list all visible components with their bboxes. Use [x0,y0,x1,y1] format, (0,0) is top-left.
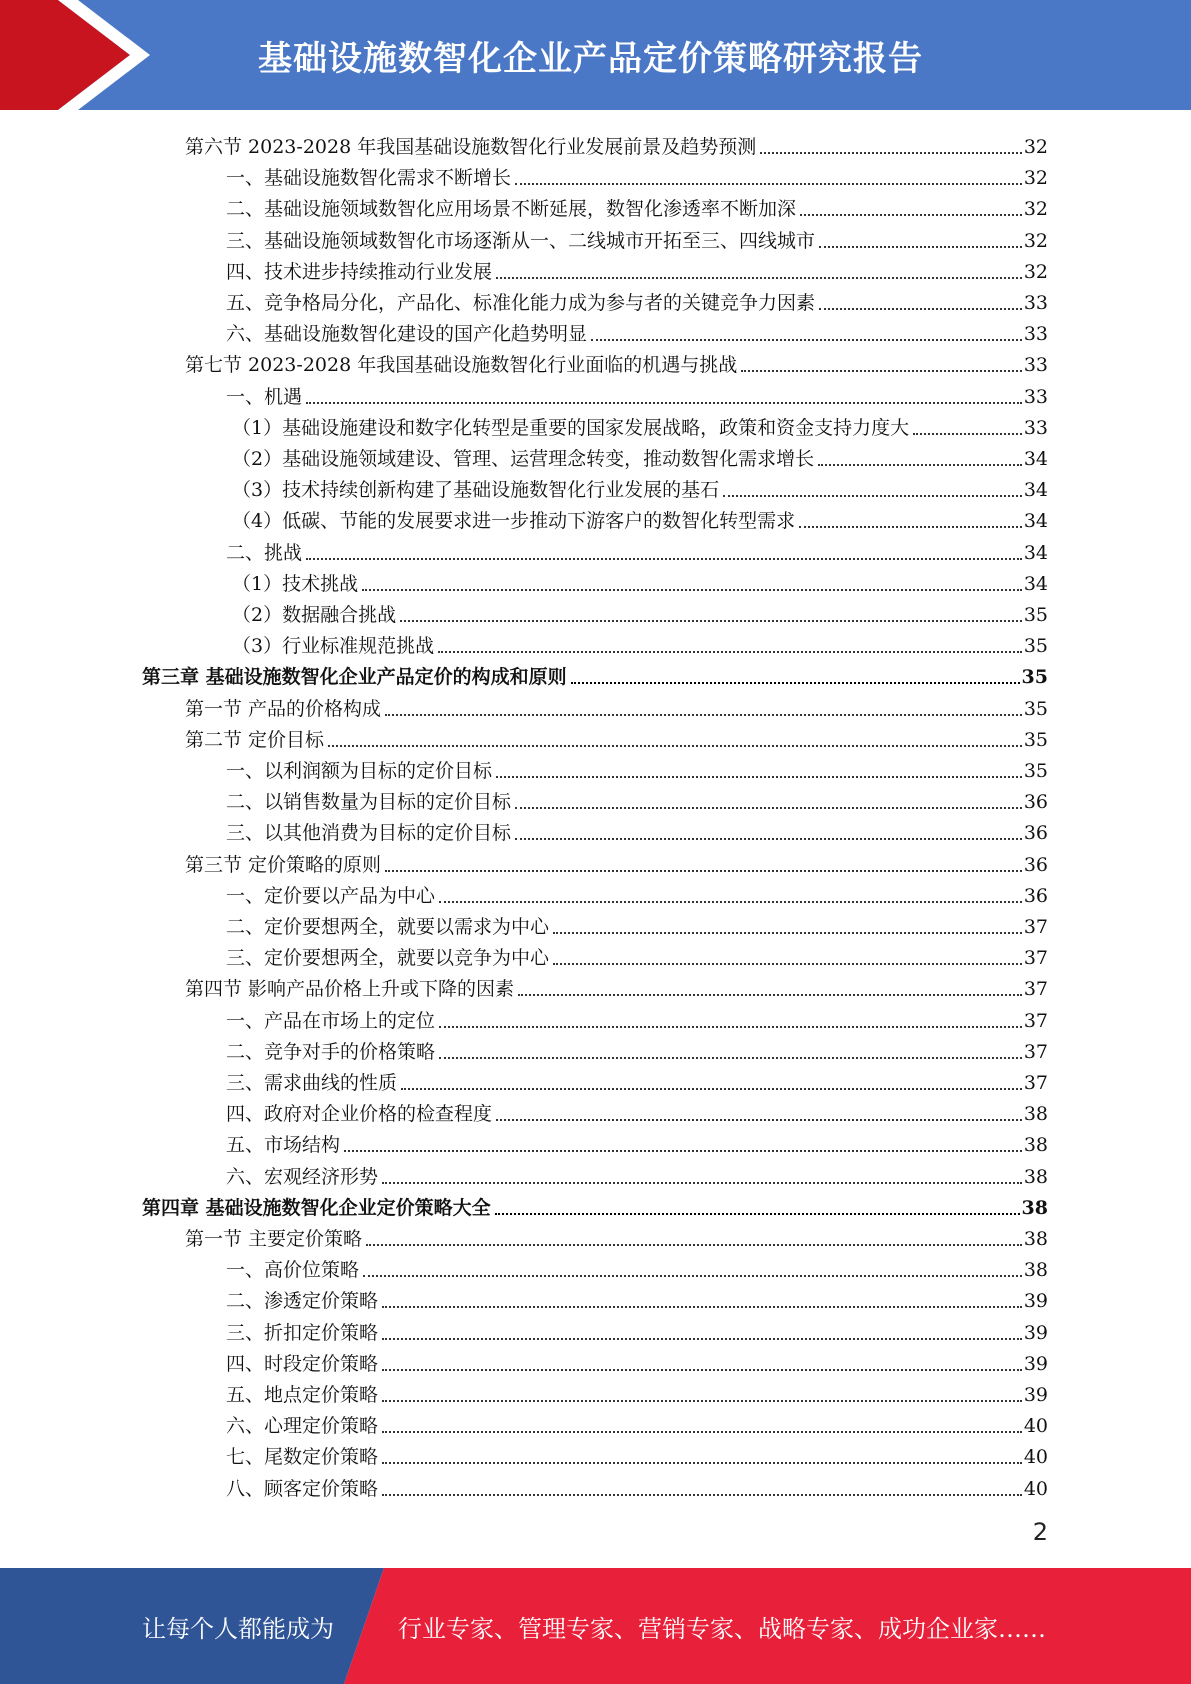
dot-leader [306,557,1022,560]
toc-entry[interactable] [226,1095,1048,1126]
red-arrow-decoration [0,0,160,110]
toc-entry-title: 六、基础设施数智化建设的国产化趋势明显 [226,323,588,346]
toc-entry-page: 38 [1021,1196,1048,1219]
toc-entry-page: 32 [1023,260,1048,283]
dot-leader [496,276,1022,279]
toc-entry-title: （4）低碳、节能的发展要求进一步推动下游客户的数智化转型需求 [232,510,796,533]
toc-entry[interactable] [185,128,1048,159]
toc-entry-title: （1）基础设施建设和数字化转型是重要的国家发展战略，政策和资金支持力度大 [232,416,910,439]
toc-entry[interactable] [226,877,1048,908]
dot-leader [382,1430,1022,1433]
dot-leader [553,962,1022,965]
toc-entry-page: 40 [1023,1415,1048,1438]
toc-entry[interactable] [232,596,1048,627]
dot-leader [518,993,1022,996]
toc-entry-title: 第三章 基础设施数智化企业产品定价的构成和原则 [142,666,567,689]
toc-entry-page: 34 [1023,510,1048,533]
dot-leader [382,1368,1022,1371]
toc-entry-page: 34 [1023,541,1048,564]
toc-entry-page: 39 [1023,1290,1048,1313]
toc-entry-title: 第三节 定价策略的原则 [185,853,382,876]
toc-entry[interactable] [226,1158,1048,1189]
toc-entry[interactable] [226,1407,1048,1438]
toc-entry-title: 第二节 定价目标 [185,728,325,751]
toc-entry-page: 33 [1023,385,1048,408]
dot-leader [819,245,1022,248]
toc-entry-title: 四、政府对企业价格的检查程度 [226,1103,493,1126]
toc-entry[interactable] [226,159,1048,190]
toc-entry-page: 38 [1023,1134,1048,1157]
toc-entry-page: 32 [1023,167,1048,190]
toc-entry-page: 40 [1023,1477,1048,1500]
toc-entry[interactable] [232,409,1048,440]
dot-leader [800,213,1022,216]
toc-entry-page: 37 [1023,1040,1048,1063]
toc-entry[interactable] [185,690,1048,721]
toc-entry-title: 二、渗透定价策略 [226,1290,379,1313]
toc-entry[interactable] [142,1189,1048,1220]
toc-entry-page: 39 [1023,1352,1048,1375]
toc-entry-page: 34 [1023,572,1048,595]
toc-entry-page: 38 [1023,1103,1048,1126]
dot-leader [439,1056,1022,1059]
toc-entry[interactable] [226,1002,1048,1033]
toc-entry-page: 35 [1021,666,1048,689]
dot-leader [306,401,1022,404]
toc-entry-title: 五、地点定价策略 [226,1384,379,1406]
toc-entry-page: 33 [1023,354,1048,377]
toc-entry[interactable] [226,939,1048,970]
toc-entry-page: 35 [1023,697,1048,720]
toc-entry-page: 36 [1023,791,1048,814]
toc-entry-title: （1）技术挑战 [232,572,359,595]
toc-entry-page: 33 [1023,416,1048,439]
toc-entry-title: （3）行业标准规范挑战 [232,635,435,658]
toc-entry-title: 二、竞争对手的价格策略 [226,1040,436,1063]
toc-entry-title: 六、宏观经济形势 [226,1165,379,1188]
toc-entry[interactable] [226,1470,1048,1501]
dot-leader [363,1274,1022,1277]
toc-entry[interactable] [185,346,1048,377]
dot-leader [382,1337,1022,1340]
page-footer [0,1568,1191,1684]
toc-entry-page: 37 [1023,978,1048,1001]
dot-leader [400,619,1022,622]
toc-entry-title: 五、竞争格局分化，产品化、标准化能力成为参与者的关键竞争力因素 [226,292,816,314]
toc-entry[interactable] [185,846,1048,877]
toc-entry[interactable] [226,284,1048,315]
toc-entry-page: 37 [1023,1072,1048,1094]
dot-leader [344,1149,1022,1152]
toc-entry-title: 一、产品在市场上的定位 [226,1009,436,1032]
dot-leader [515,806,1022,809]
toc-entry[interactable] [226,1376,1048,1407]
toc-entry[interactable] [226,1033,1048,1064]
toc-entry-page: 34 [1023,479,1048,502]
toc-entry[interactable] [232,502,1048,533]
toc-entry-page: 36 [1023,884,1048,907]
dot-leader [913,432,1022,435]
dot-leader [818,463,1022,466]
toc-entry-page: 37 [1023,947,1048,970]
dot-leader [496,775,1022,778]
dot-leader [799,525,1022,528]
page-header [0,0,1191,110]
toc-entry-title: 三、以其他消费为目标的定价目标 [226,822,512,845]
toc-entry-title: 七、尾数定价策略 [226,1446,379,1469]
toc-entry-title: 一、机遇 [226,385,303,408]
toc-entry-page: 38 [1023,1228,1048,1250]
dot-leader [438,650,1022,653]
toc-entry-title: 一、以利润额为目标的定价目标 [226,760,493,782]
toc-entry-title: 四、技术进步持续推动行业发展 [226,260,493,283]
toc-entry-page: 37 [1023,1009,1048,1032]
toc-entry-title: 第四章 基础设施数智化企业定价策略大全 [142,1196,491,1219]
toc-entry-title: 二、定价要想两全，就要以需求为中心 [226,916,550,938]
dot-leader [515,182,1022,185]
dot-leader [591,338,1022,341]
toc-entry[interactable] [142,658,1048,689]
toc-entry[interactable] [226,1438,1048,1469]
toc-entry-title: 第四节 影响产品价格上升或下降的因素 [185,978,515,1001]
toc-entry-page: 39 [1023,1384,1048,1406]
toc-entry-title: （2）数据融合挑战 [232,604,397,626]
toc-entry[interactable] [226,908,1048,939]
toc-entry-title: 第一节 主要定价策略 [185,1228,363,1250]
toc-entry-page: 32 [1023,229,1048,252]
toc-entry-title: 五、市场结构 [226,1134,341,1157]
toc-entry-page: 38 [1023,1259,1048,1282]
toc-entry-page: 34 [1023,448,1048,470]
toc-entry-title: 六、心理定价策略 [226,1415,379,1438]
dot-leader [553,931,1022,934]
toc-entry-page: 35 [1023,635,1048,658]
dot-leader [439,900,1022,903]
toc-entry-title: （2）基础设施领域建设、管理、运营理念转变，推动数智化需求增长 [232,448,815,470]
toc-entry[interactable] [226,378,1048,409]
toc-entry[interactable] [226,1345,1048,1376]
toc-entry-page: 36 [1023,853,1048,876]
toc-entry[interactable] [226,1064,1048,1095]
footer-slogan-right: 行业专家、管理专家、营销专家、战略专家、成功企业家…… [398,1614,1046,1643]
dot-leader [741,369,1022,372]
dot-leader [495,1212,1020,1215]
toc-entry-title: 三、定价要想两全，就要以竞争为中心 [226,947,550,970]
toc-entry-title: 第七节 2023-2028 年我国基础设施数智化行业面临的机遇与挑战 [185,354,738,377]
toc-entry-title: 八、顾客定价策略 [226,1477,379,1500]
dot-leader [571,681,1020,684]
dot-leader [723,494,1022,497]
toc-entry-page: 33 [1023,323,1048,346]
dot-leader [439,1025,1022,1028]
page-number: 2 [1032,1518,1048,1546]
toc-entry[interactable] [226,222,1048,253]
dot-leader [382,1461,1022,1464]
dot-leader [328,744,1022,747]
dot-leader [385,713,1022,716]
toc-entry-page: 36 [1023,822,1048,845]
toc-entry[interactable] [232,627,1048,658]
dot-leader [819,307,1022,310]
dot-leader [382,1305,1022,1308]
toc-entry[interactable] [226,783,1048,814]
toc-entry-page: 35 [1023,760,1048,782]
toc-entry-title: 二、以销售数量为目标的定价目标 [226,791,512,814]
toc-entry-page: 35 [1023,728,1048,751]
toc-entry[interactable] [226,253,1048,284]
toc-entry[interactable] [226,752,1048,783]
toc-entry[interactable] [226,814,1048,845]
toc-entry[interactable] [232,440,1048,471]
dot-leader [515,837,1022,840]
toc-entry-page: 32 [1023,136,1048,158]
report-title: 基础设施数智化企业产品定价策略研究报告 [258,38,923,79]
toc-entry[interactable] [226,1251,1048,1282]
toc-entry-title: 二、基础设施领域数智化应用场景不断延展，数智化渗透率不断加深 [226,198,797,221]
toc-entry[interactable] [185,1220,1048,1251]
toc-entry-page: 35 [1023,604,1048,626]
dot-leader [382,1493,1022,1496]
dot-leader [382,1181,1022,1184]
toc-entry-title: 三、需求曲线的性质 [226,1072,398,1094]
toc-entry[interactable] [226,534,1048,565]
dot-leader [385,869,1022,872]
toc-entry-title: 第六节 2023-2028 年我国基础设施数智化行业发展前景及趋势预测 [185,136,757,158]
toc-entry[interactable] [226,1282,1048,1313]
toc-entry-title: 二、挑战 [226,541,303,564]
toc-entry-page: 37 [1023,916,1048,938]
toc-entry-title: 一、基础设施数智化需求不断增长 [226,167,512,190]
toc-entry-title: 三、基础设施领域数智化市场逐渐从一、二线城市开拓至三、四线城市 [226,229,816,252]
toc-entry-title: 一、定价要以产品为中心 [226,884,436,907]
toc-entry-page: 40 [1023,1446,1048,1469]
dot-leader [382,1399,1022,1402]
toc-entry-title: 一、高价位策略 [226,1259,360,1282]
toc-entry[interactable] [185,721,1048,752]
toc-entry[interactable] [226,315,1048,346]
dot-leader [366,1243,1022,1246]
toc-entry[interactable] [185,970,1048,1001]
toc-entry-title: 第一节 产品的价格构成 [185,697,382,720]
dot-leader [496,1118,1022,1121]
footer-slogan-left: 让每个人都能成为 [142,1614,334,1643]
toc-entry-title: （3）技术持续创新构建了基础设施数智化行业发展的基石 [232,479,720,502]
toc-entry[interactable] [232,471,1048,502]
toc-entry[interactable] [226,1126,1048,1157]
toc-entry[interactable] [226,1314,1048,1345]
dot-leader [362,588,1022,591]
toc-entry-title: 四、时段定价策略 [226,1352,379,1375]
toc-entry[interactable] [226,190,1048,221]
dot-leader [401,1087,1022,1090]
toc-entry-page: 38 [1023,1165,1048,1188]
toc-entry[interactable] [232,565,1048,596]
dot-leader [760,151,1022,154]
toc-entry-page: 33 [1023,292,1048,314]
toc-entry-title: 三、折扣定价策略 [226,1321,379,1344]
toc-entry-page: 32 [1023,198,1048,221]
toc-entry-page: 39 [1023,1321,1048,1344]
